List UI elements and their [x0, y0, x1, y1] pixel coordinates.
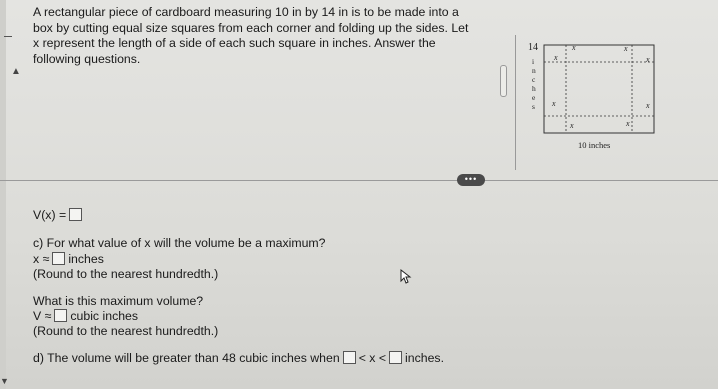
corner-x-label: x	[624, 44, 628, 53]
caret-up-icon[interactable]: ▲	[11, 66, 21, 77]
x-unit-label: inches	[68, 252, 104, 266]
figure-letter: c	[532, 75, 536, 84]
figure-letter: h	[532, 84, 536, 93]
fold-lines	[544, 45, 654, 133]
vertical-divider	[515, 35, 516, 170]
figure-letter: i	[532, 57, 535, 66]
v-unit-label: cubic inches	[70, 309, 139, 323]
x-approx-label: x ≈	[33, 252, 50, 266]
round-note-2: (Round to the nearest hundredth.)	[33, 324, 219, 338]
corner-x-label: x	[572, 43, 576, 52]
mouse-cursor-icon	[398, 268, 414, 284]
corner-x-label: x	[552, 99, 556, 108]
volume-label: V(x) =	[33, 208, 67, 222]
cardboard-figure	[528, 42, 668, 154]
cardboard-outline	[544, 45, 654, 133]
figure-side-label: 14	[528, 42, 538, 53]
volume-function-row	[33, 208, 85, 223]
upper-bound-input[interactable]	[389, 351, 402, 364]
volume-answer-row	[33, 309, 138, 324]
between-symbol: < x <	[358, 351, 387, 365]
corner-x-label: x	[570, 121, 574, 130]
lower-bound-input[interactable]	[343, 351, 356, 364]
part-d-text: d) The volume will be greater than 48 cubic inches when	[33, 351, 340, 365]
max-volume-question: What is this maximum volume?	[33, 294, 204, 308]
corner-x-label: x	[626, 119, 630, 128]
corner-x-label: x	[646, 101, 650, 110]
more-button[interactable]: •••	[457, 174, 485, 186]
section-divider	[0, 180, 718, 181]
volume-function-input[interactable]	[69, 208, 82, 221]
part-d-unit: inches.	[405, 351, 444, 365]
problem-statement: A rectangular piece of cardboard measuring 10 in by 14 in is to be made into a box by cutting equal size squares from each corner and folding up the sides. Let x represent the length of a side of each such square in inches. Answer the following questions.	[33, 5, 469, 66]
caret-down-icon[interactable]: ▼	[0, 376, 9, 386]
x-answer-input[interactable]	[52, 252, 65, 265]
collapse-dash-icon[interactable]	[4, 36, 12, 37]
part-d-row	[33, 351, 444, 366]
volume-answer-input[interactable]	[54, 309, 67, 322]
scrollbar-thumb[interactable]	[500, 65, 507, 97]
figure-vertical-label	[532, 57, 536, 111]
v-approx-label: V ≈	[33, 309, 52, 323]
figure-letter: e	[532, 93, 536, 102]
round-note: (Round to the nearest hundredth.)	[33, 267, 219, 281]
corner-x-label: x	[554, 53, 558, 62]
figure-bottom-label: 10 inches	[578, 140, 611, 150]
part-c-question: c) For what value of x will the volume be a maximum?	[33, 236, 326, 250]
left-edge	[0, 0, 6, 389]
corner-x-label: x	[646, 55, 650, 64]
figure-letter: s	[532, 102, 535, 111]
x-answer-row	[33, 252, 104, 267]
figure-letter: n	[532, 66, 536, 75]
